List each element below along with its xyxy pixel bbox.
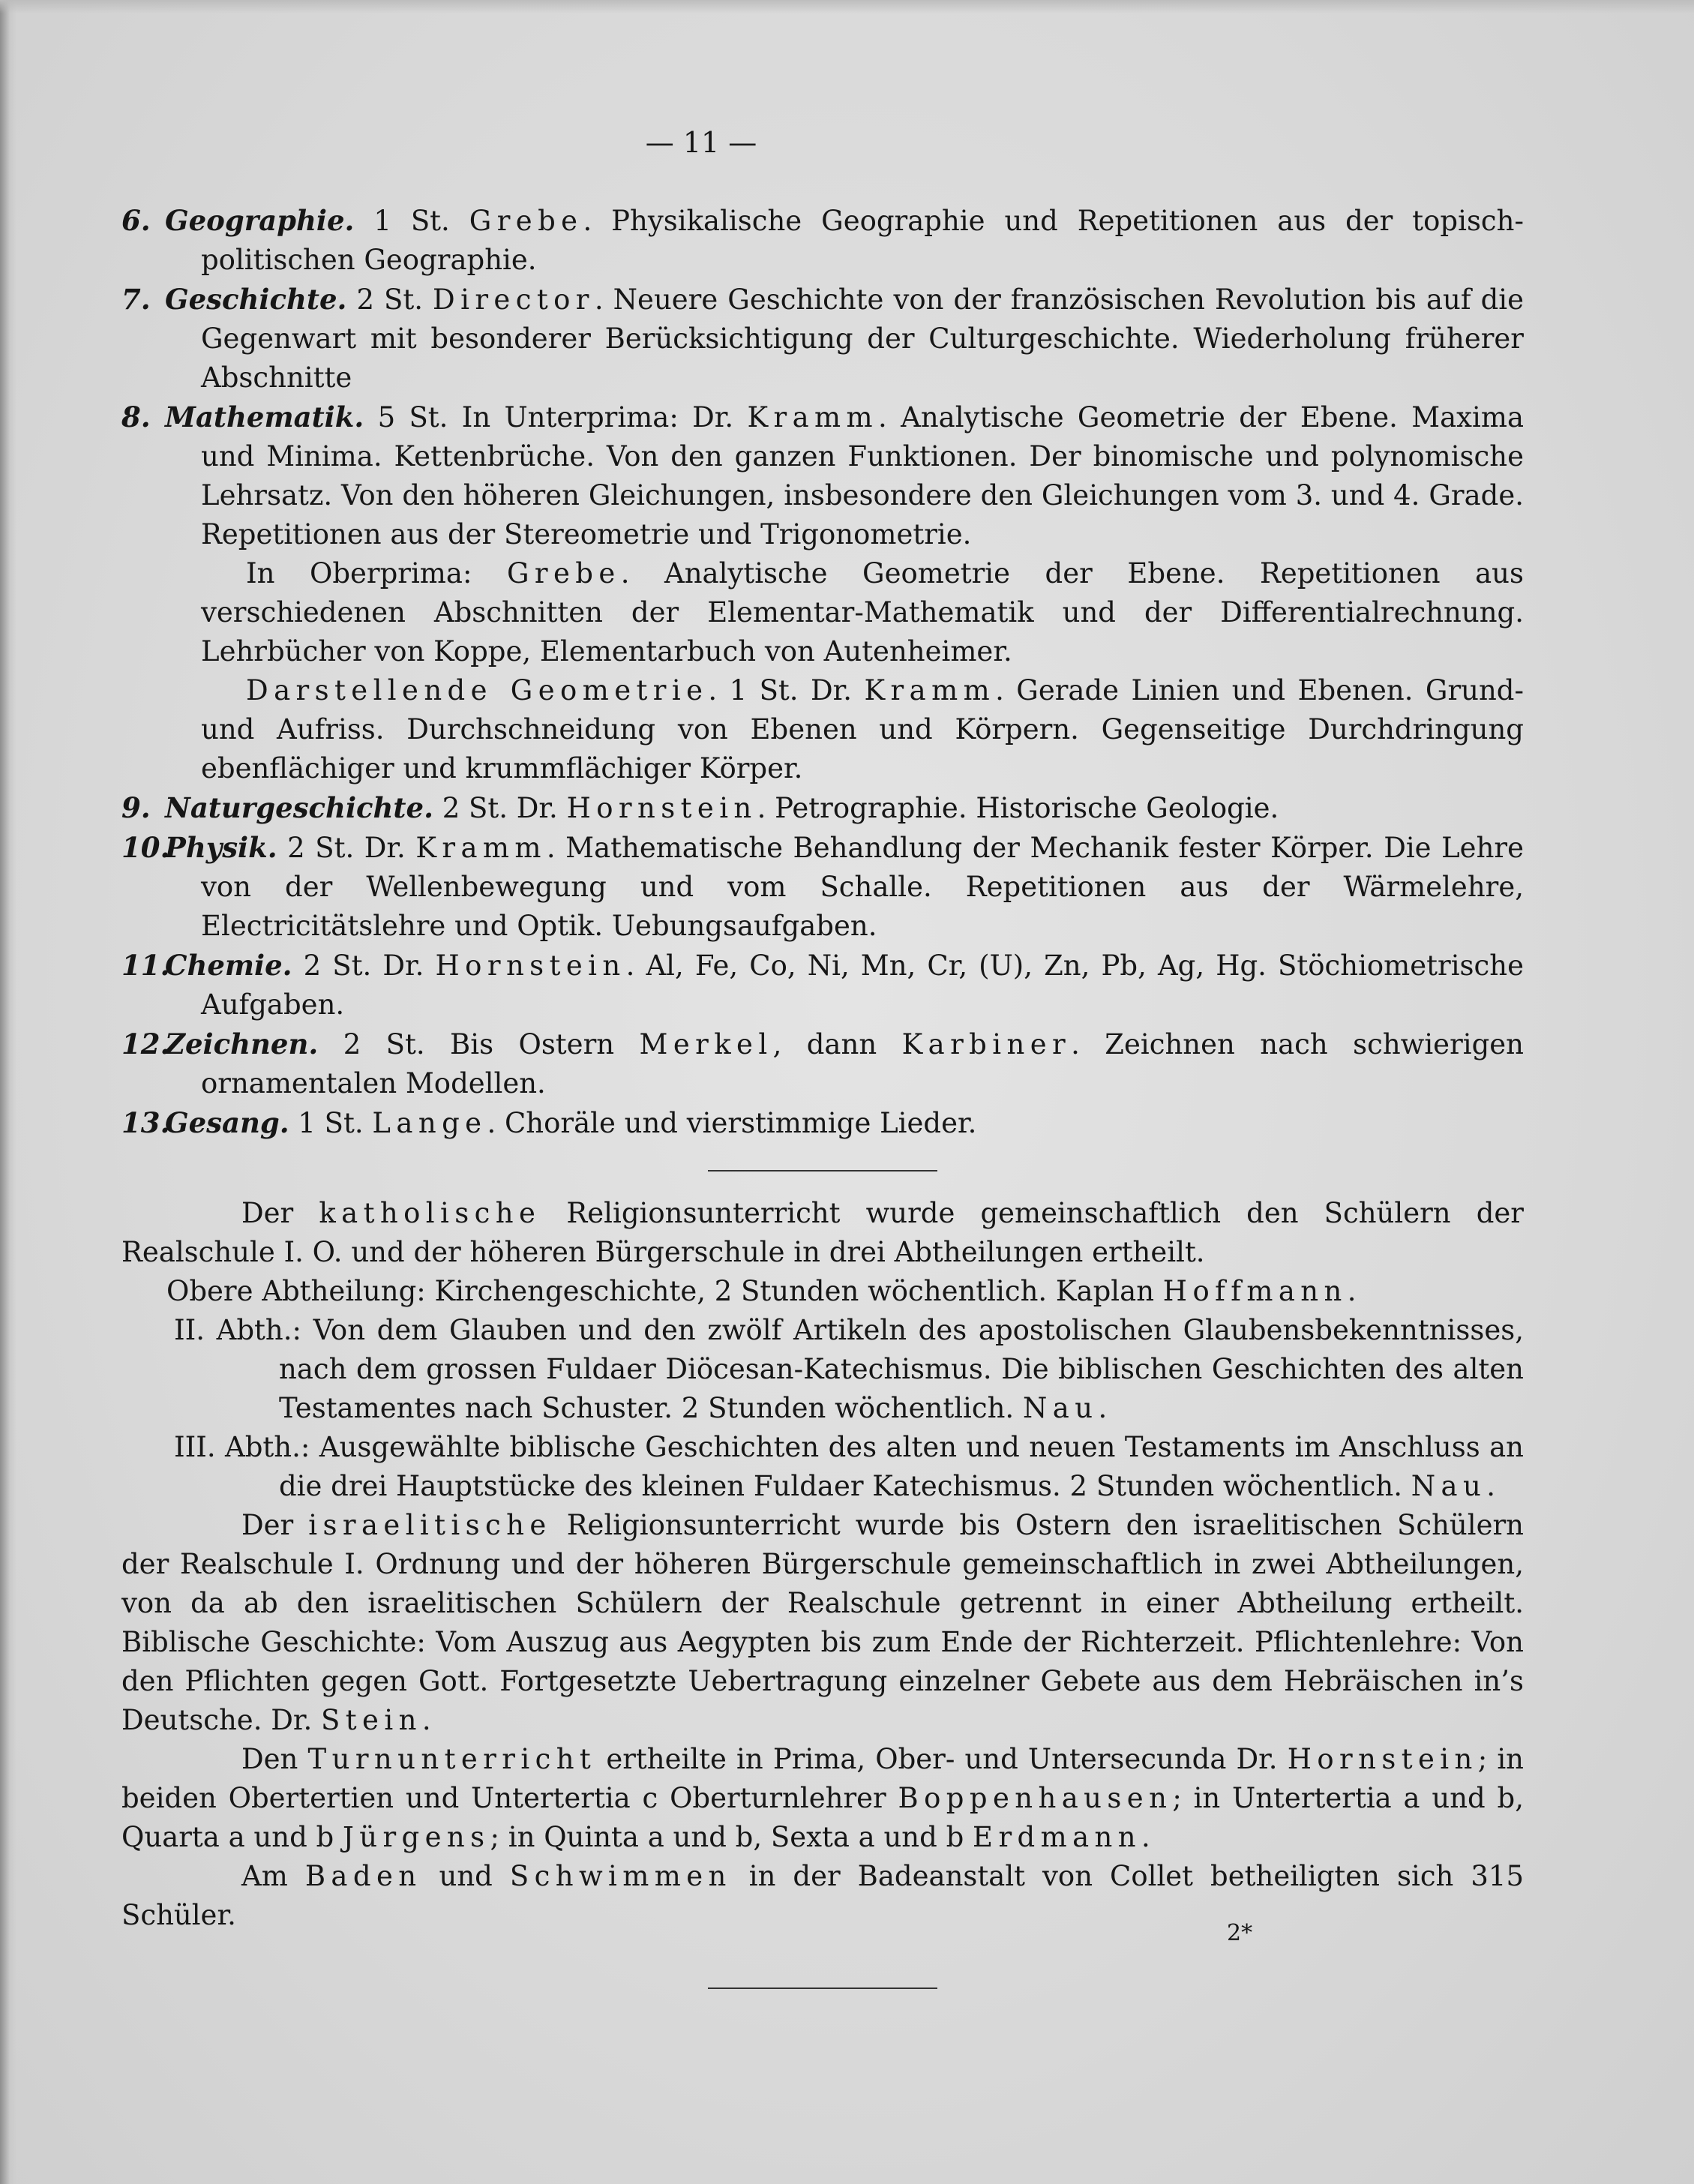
abtheilung-2 xyxy=(121,1311,1524,1428)
curriculum-item xyxy=(121,280,1524,398)
text-run: . 1 St. Dr. xyxy=(708,674,865,706)
spaced-name: Director xyxy=(433,284,595,316)
spaced-name: Baden xyxy=(304,1860,422,1892)
item-number: 9. xyxy=(121,791,151,824)
text-run: . xyxy=(421,1704,431,1736)
spaced-name: Merkel xyxy=(639,1028,773,1060)
curriculum-item xyxy=(121,828,1524,946)
text-run: Obere Abtheilung: Kirchengeschichte, 2 Stunden wöchentlich. Kaplan xyxy=(166,1275,1163,1307)
spaced-name: Grebe xyxy=(469,205,583,237)
text-run: 2 St. Dr. xyxy=(277,832,416,864)
spaced-name: Nau xyxy=(1411,1470,1487,1502)
text-run: . Gerade Linien und Ebenen. Grund- und Aufriss. Durchschneidung von Ebenen und Körpern. Gegenseitige Durchdringung ebenflächiger und krummflächiger Körper. xyxy=(201,674,1524,784)
curriculum-item xyxy=(121,1103,1524,1143)
spaced-name: katholische xyxy=(319,1197,541,1229)
item-number: 8. xyxy=(121,400,151,434)
text-run: 2 St. Bis Ostern xyxy=(318,1028,640,1060)
text-run: . xyxy=(1098,1392,1108,1424)
curriculum-continuation xyxy=(121,671,1524,788)
text-run: ; in Untertertia a und b, Quarta a und b xyxy=(121,1782,1524,1853)
page-content xyxy=(121,0,1524,1989)
spaced-name: Kramm xyxy=(415,832,547,864)
abtheilung-3 xyxy=(121,1428,1524,1506)
subject-title: Physik. xyxy=(165,831,277,864)
text-run: in der Badeanstalt von Collet betheiligten sich 315 Schüler. xyxy=(121,1860,1524,1931)
text-run: Am xyxy=(241,1860,305,1892)
spaced-name: Hornstein xyxy=(1287,1743,1478,1775)
spaced-name: Grebe xyxy=(506,557,621,590)
obere-abtheilung xyxy=(121,1272,1524,1311)
spaced-name: israelitische xyxy=(308,1509,552,1541)
curriculum-item xyxy=(121,946,1524,1024)
curriculum-item xyxy=(121,201,1524,280)
text-run: ertheilte in Prima, Ober- und Untersecunda Dr. xyxy=(596,1743,1288,1775)
item-number: 6. xyxy=(121,204,151,237)
spaced-name: Darstellende Geometrie xyxy=(246,674,709,706)
text-run: . Neuere Geschichte von der französischen Revolution bis auf die Gegenwart mit besonderer Berücksichtigung der Culturgeschichte. Wiederholung früherer Abschnitte xyxy=(201,284,1524,394)
signature-mark: 2* xyxy=(1227,1920,1253,1946)
spaced-name: Lange xyxy=(372,1107,487,1139)
scan-edge-left xyxy=(0,0,16,2184)
item-number: 11. xyxy=(121,949,170,982)
spaced-name: Nau xyxy=(1022,1392,1099,1424)
text-run: . xyxy=(1141,1821,1150,1853)
text-run: 2 St. Dr. xyxy=(433,792,567,824)
spaced-name: Schwimmen xyxy=(509,1860,732,1892)
text-run: In Oberprima: xyxy=(246,557,507,590)
curriculum-item xyxy=(121,788,1524,828)
text-run: . Analytische Geometrie der Ebene. Repetitionen aus verschiedenen Abschnitten der Elementar-Mathematik und der Differentialrechnung. Lehrbücher von Koppe, Elementarbuch von Autenheimer. xyxy=(201,557,1524,668)
end-divider xyxy=(708,1988,937,1989)
curriculum-item xyxy=(121,398,1524,554)
subject-title: Zeichnen. xyxy=(165,1028,319,1060)
text-run: . Choräle und vierstimmige Lieder. xyxy=(487,1107,977,1139)
gymnastics-paragraph xyxy=(121,1740,1524,1857)
text-run: Religionsunterricht wurde bis Ostern den israelitischen Schülern der Realschule I. Ordnung und der höheren Bürgerschule gemeinschaftlich in zwei Abtheilungen, von da ab den israelitischen Schülern der Realschule getrennt in einer Abtheilung ertheilt. Biblische Geschichte: Vom Auszug aus Aegypten bis zum Ende der Richterzeit. Pflichtenlehre: Von den Pflichten gegen Gott. Fortgesetzte Uebertragung einzelner Gebete aus dem Hebräischen in’s Deutsche. Dr. xyxy=(121,1509,1524,1736)
text-run: III. Abth.: Ausgewählte biblische Geschichten des alten und neuen Testaments im Anschluss an die drei Hauptstücke des kleinen Fuldaer Katechismus. 2 Stunden wöchentlich. xyxy=(174,1431,1524,1502)
subject-title: Mathematik. xyxy=(165,400,364,434)
text-run: . Physikalische Geographie und Repetitionen aus der topisch-politischen Geographie. xyxy=(201,205,1524,276)
spaced-name: Hornstein xyxy=(435,950,626,982)
spaced-name: Kramm xyxy=(747,401,879,434)
spaced-name: Erdmann xyxy=(973,1821,1142,1853)
text-run: 2 St. xyxy=(346,284,433,316)
text-run: ; in beiden Obertertien und Untertertia c Oberturnlehrer xyxy=(121,1743,1525,1814)
spaced-name: Kramm xyxy=(864,674,996,706)
text-run: Der xyxy=(241,1197,319,1229)
item-number: 12. xyxy=(121,1028,170,1060)
text-run: , dann xyxy=(772,1028,902,1060)
israelite-paragraph xyxy=(121,1506,1524,1740)
text-run: und xyxy=(421,1860,510,1892)
text-run: 1 St. xyxy=(354,205,469,237)
text-run: II. Abth.: Von dem Glauben und den zwölf Artikeln des apostolischen Glaubensbekenntnisses, nach dem grossen Fuldaer Diöcesan-Katechismus. Die biblischen Geschichten des alten Testamentes nach Schuster. 2 Stunden wöchentlich. xyxy=(174,1314,1524,1424)
text-run: ; in Quinta a und b, Sexta a und b xyxy=(490,1821,973,1853)
spaced-name: Hoffmann xyxy=(1162,1275,1348,1307)
spaced-name: Stein xyxy=(321,1704,422,1736)
text-run: Der xyxy=(241,1509,309,1541)
text-run: . Mathematische Behandlung der Mechanik fester Körper. Die Lehre von der Wellenbewegung und vom Schalle. Repetitionen aus der Wärmelehre, Electricitätslehre und Optik. Uebungsaufgaben. xyxy=(201,832,1524,942)
text-run: Den xyxy=(241,1743,308,1775)
text-run: . xyxy=(1486,1470,1495,1502)
spaced-name: Hornstein xyxy=(566,792,757,824)
curriculum-item xyxy=(121,1024,1524,1103)
subject-title: Gesang. xyxy=(165,1106,289,1139)
spaced-name: Turnunterricht xyxy=(307,1743,597,1775)
religion-section xyxy=(121,1194,1524,1506)
text-run: 5 St. In Unterprima: Dr. xyxy=(364,401,748,434)
text-run: . Analytische Geometrie der Ebene. Maxima und Minima. Kettenbrüche. Von den ganzen Funktionen. Der binomische und polynomische Lehrsatz. Von den höheren Gleichungen, insbesondere den Gleichungen vom 3. und 4. Grade. Repetitionen aus der Stereometrie und Trigonometrie. xyxy=(201,401,1524,550)
item-number: 7. xyxy=(121,283,151,316)
subject-title: Geographie. xyxy=(165,204,355,237)
spaced-name: Jürgens xyxy=(342,1821,490,1853)
text-run: . Zeichnen nach schwierigen ornamentalen Modellen. xyxy=(201,1028,1524,1100)
swimming-paragraph xyxy=(121,1857,1524,1935)
text-run: Religionsunterricht wurde gemeinschaftlich den Schülern der Realschule I. O. und der höheren Bürgerschule in drei Abtheilungen ertheilt. xyxy=(121,1197,1524,1268)
item-number: 10. xyxy=(121,831,170,864)
text-run: . Al, Fe, Co, Ni, Mn, Cr, (U), Zn, Pb, Ag, Hg. Stöchiometrische Aufgaben. xyxy=(201,950,1524,1021)
text-run: . xyxy=(1347,1275,1357,1307)
text-run: 1 St. xyxy=(289,1107,373,1139)
item-number: 13. xyxy=(121,1106,170,1139)
text-run: . Petrographie. Historische Geologie. xyxy=(757,792,1279,824)
subject-title: Chemie. xyxy=(165,949,292,982)
catholic-intro xyxy=(121,1194,1524,1272)
spaced-name: Karbiner xyxy=(901,1028,1072,1060)
spaced-name: Boppenhausen xyxy=(898,1782,1173,1814)
page-number: — 11 — xyxy=(645,126,757,159)
text-run: 2 St. Dr. xyxy=(292,950,436,982)
subject-title: Geschichte. xyxy=(165,283,347,316)
curriculum-list xyxy=(121,201,1524,1143)
subject-title: Naturgeschichte. xyxy=(165,791,433,824)
curriculum-continuation xyxy=(121,554,1524,671)
